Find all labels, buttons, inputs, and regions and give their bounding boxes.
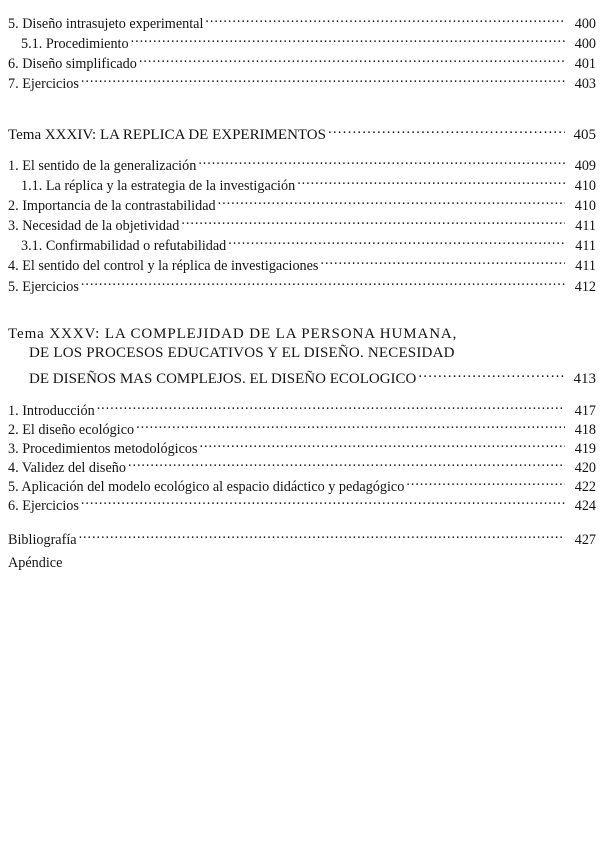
tema-xxxv-title-line-3 bbox=[29, 363, 596, 387]
toc-entry-label: 2. Importancia de la contrastabilidad bbox=[8, 198, 216, 214]
toc-entry bbox=[8, 150, 596, 174]
toc-leader-dots bbox=[328, 119, 565, 139]
toc-leader-dots bbox=[131, 28, 565, 48]
toc-leader-dots bbox=[205, 8, 565, 28]
toc-entry-page: 400 bbox=[574, 16, 596, 32]
toc-entry bbox=[8, 490, 596, 514]
toc-entry-page: 411 bbox=[575, 218, 596, 234]
toc-entry-label: 1. El sentido de la generalización bbox=[8, 158, 197, 174]
toc-entry bbox=[8, 8, 596, 32]
tema-xxxv-title-line-1: Tema XXXV: LA COMPLEJIDAD DE LA PERSONA HUMANA, bbox=[8, 326, 458, 342]
toc-subentry bbox=[21, 170, 596, 194]
toc-entry-page: 409 bbox=[574, 158, 596, 174]
toc-leader-dots bbox=[320, 250, 565, 270]
toc-entry-page: 424 bbox=[574, 498, 596, 514]
toc-entry bbox=[8, 271, 596, 295]
toc-leader-dots bbox=[228, 230, 565, 250]
toc-entry-label: 5.1. Procedimiento bbox=[21, 36, 129, 52]
toc-entry-label: 4. Validez del diseño bbox=[8, 460, 126, 476]
toc-entry-label: Bibliografía bbox=[8, 532, 77, 548]
toc-entry bbox=[8, 433, 596, 457]
toc-leader-dots bbox=[406, 471, 565, 491]
toc-entry bbox=[8, 48, 596, 72]
toc-subentry bbox=[21, 230, 596, 254]
toc-entry bbox=[8, 414, 596, 438]
toc-leader-dots bbox=[297, 170, 565, 190]
apendice-entry: Apéndice bbox=[8, 555, 63, 571]
bibliografia-entry bbox=[8, 524, 596, 548]
toc-subentry bbox=[21, 28, 596, 52]
toc-leader-dots bbox=[136, 414, 565, 434]
toc-entry-page: 418 bbox=[574, 422, 596, 438]
toc-entry bbox=[8, 395, 596, 419]
toc-entry bbox=[8, 210, 596, 234]
toc-entry-page: 420 bbox=[574, 460, 596, 476]
toc-entry-label: 2. El diseño ecológico bbox=[8, 422, 135, 438]
toc-entry-page: 403 bbox=[574, 76, 596, 92]
tema-page: 413 bbox=[573, 371, 596, 387]
toc-entry-label: 3.1. Confirmabilidad o refutabilidad bbox=[21, 238, 227, 254]
toc-leader-dots bbox=[218, 190, 565, 210]
toc-leader-dots bbox=[128, 452, 565, 472]
toc-entry-label: 7. Ejercicios bbox=[8, 76, 79, 92]
toc-entry bbox=[8, 452, 596, 476]
toc-entry-page: 427 bbox=[574, 532, 596, 548]
toc-leader-dots bbox=[181, 210, 565, 230]
toc-leader-dots bbox=[139, 48, 565, 68]
toc-entry bbox=[8, 68, 596, 92]
toc-entry-page: 411 bbox=[575, 238, 596, 254]
toc-entry-page: 411 bbox=[575, 258, 596, 274]
toc-entry-page: 410 bbox=[574, 178, 596, 194]
tema-xxxv-title-line-2: DE LOS PROCESOS EDUCATIVOS Y EL DISEÑO. NECESIDAD bbox=[29, 345, 455, 361]
toc-leader-dots bbox=[200, 433, 565, 453]
tema-xxxiv-heading bbox=[8, 119, 596, 143]
toc-entry-page: 400 bbox=[574, 36, 596, 52]
toc-entry-label: 5. Aplicación del modelo ecológico al espacio didáctico y pedagógico bbox=[8, 479, 405, 495]
toc-entry-label: 1.1. La réplica y la estrategia de la investigación bbox=[21, 178, 296, 194]
toc-entry-label: 3. Necesidad de la objetividad bbox=[8, 218, 180, 234]
toc-entry-page: 412 bbox=[574, 279, 596, 295]
toc-entry bbox=[8, 250, 596, 274]
toc-entry bbox=[8, 190, 596, 214]
toc-leader-dots bbox=[81, 271, 565, 291]
toc-entry-label: 1. Introducción bbox=[8, 403, 95, 419]
toc-leader-dots bbox=[81, 490, 565, 510]
toc-leader-dots bbox=[97, 395, 565, 415]
toc-leader-dots bbox=[198, 150, 565, 170]
toc-entry-label: 6. Ejercicios bbox=[8, 498, 79, 514]
toc-entry-page: 417 bbox=[574, 403, 596, 419]
tema-title: DE DISEÑOS MAS COMPLEJOS. EL DISEÑO ECOLOGICO bbox=[29, 371, 417, 387]
toc-leader-dots bbox=[79, 524, 565, 544]
toc-leader-dots bbox=[418, 363, 565, 383]
toc-entry-label: 6. Diseño simplificado bbox=[8, 56, 137, 72]
tema-title: Tema XXXIV: LA REPLICA DE EXPERIMENTOS bbox=[8, 127, 326, 143]
toc-entry-page: 410 bbox=[574, 198, 596, 214]
toc-leader-dots bbox=[81, 68, 565, 88]
toc-entry-page: 419 bbox=[574, 441, 596, 457]
toc-entry-page: 401 bbox=[574, 56, 596, 72]
toc-entry-label: 4. El sentido del control y la réplica de investigaciones bbox=[8, 258, 319, 274]
toc-entry-label: 5. Diseño intrasujeto experimental bbox=[8, 16, 204, 32]
toc-entry bbox=[8, 471, 596, 495]
tema-page: 405 bbox=[573, 127, 596, 143]
toc-entry-page: 422 bbox=[574, 479, 596, 495]
toc-entry-label: 5. Ejercicios bbox=[8, 279, 79, 295]
toc-entry-label: 3. Procedimientos metodológicos bbox=[8, 441, 198, 457]
